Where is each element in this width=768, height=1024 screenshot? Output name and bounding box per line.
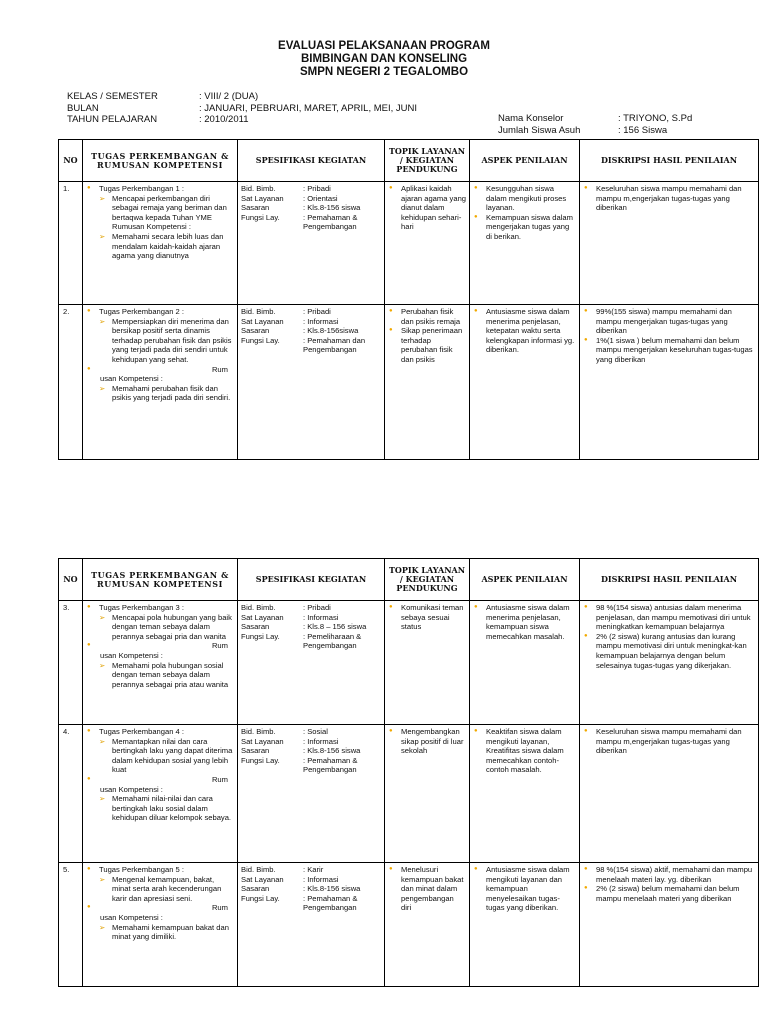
spec-label: Bid. Bimb.: [241, 307, 276, 316]
spec-label: Bid. Bimb.: [241, 603, 276, 612]
spec-label: Bid. Bimb.: [241, 727, 276, 736]
spec-label: Fungsi Lay.: [241, 755, 280, 765]
tugas-cell: [83, 601, 238, 725]
tugas-list: [86, 613, 234, 642]
col-header-spesifikasi: SPESIFIKASI KEGIATAN: [238, 140, 385, 182]
rumusan-label-part2: usan Kompetensi :: [100, 912, 163, 922]
tugas-item: ➢ Mencapai perkembangan diri sebagai remaja yang beriman dan bertaqwa kepada Tuhan YME Rumusan Kompetensi :: [99, 194, 234, 232]
spec-label: Sasaran: [241, 622, 270, 632]
kompetensi-list: [86, 384, 234, 403]
col-header-topik: TOPIK LAYANAN / KEGIATAN PENDUKUNG: [385, 140, 470, 182]
spec-label: Sat Layanan: [241, 193, 284, 203]
spec-value: : Pemahaman dan Pengembangan: [303, 335, 366, 355]
title-line-1: EVALUASI PELAKSANAAN PROGRAM: [278, 40, 490, 52]
kompetensi-list: [86, 923, 234, 942]
spec-value: : Kls.8-156 siswa: [303, 746, 361, 756]
col-header-aspek: ASPEK PENILAIAN: [470, 140, 580, 182]
konselor-value: : TRIYONO, S.Pd: [618, 113, 693, 124]
diskripsi-item: ● 99%(155 siswa) mampu memahami dan mampu mengerjakan tugas-tugas yang diberikan: [583, 307, 755, 336]
spec-value: : Pemeliharaan & Pengembangan: [303, 631, 362, 651]
aspek-list: [473, 865, 576, 913]
kelas-label: KELAS / SEMESTER: [67, 91, 158, 102]
aspek-cell: [470, 725, 580, 863]
bulan-label: BULAN: [67, 102, 99, 114]
table-row: [59, 863, 759, 987]
spec-label: Sasaran: [241, 203, 270, 213]
diskripsi-item: ● 2% (2 siswa) belum memahami dan belum mampu menelaah materi yang diberikan: [583, 884, 755, 903]
diskripsi-list: [583, 603, 755, 670]
aspek-item: ● Antusiasme siswa dalam menerima penjelasan, ketepatan waktu serta kelengkapan informasi yg. diberikan.: [473, 307, 576, 355]
tugas-heading: ● Tugas Perkembangan 3 :: [86, 603, 234, 613]
topik-item: ● Komunikasi teman sebaya sesuai status: [388, 603, 466, 632]
spec-value: : Pribadi: [303, 603, 331, 612]
bulan-value: : JANUARI, PEBRUARI, MARET, APRIL, MEI, JUNI: [199, 102, 418, 114]
spec-label: Fungsi Lay.: [241, 631, 280, 641]
col-header-topik: TOPIK LAYANAN / KEGIATAN PENDUKUNG: [385, 559, 470, 601]
aspek-cell: [470, 305, 580, 460]
topik-item: ● Sikap penerimaan terhadap perubahan fisik dan psikis: [388, 326, 466, 364]
spec-label: Bid. Bimb.: [241, 184, 276, 193]
spec-label: Sat Layanan: [241, 736, 284, 746]
topik-cell: [385, 863, 470, 987]
tugas-item: ➢ Memantapkan nilai dan cara bertingkah laku yang dapat diterima dalam kehidupan sosial yang lebih kuat: [99, 737, 234, 775]
spesifikasi-grid: [241, 307, 381, 355]
spec-value: : Karir: [303, 865, 324, 874]
diskripsi-item: ● Keseluruhan siswa mampu memahami dan mampu m,engerjakan tugas-tugas yang diberikan: [583, 184, 755, 213]
evaluation-table-1: [58, 139, 759, 460]
diskripsi-cell: [580, 863, 759, 987]
diskripsi-cell: [580, 182, 759, 305]
kompetensi-list: [86, 661, 234, 690]
spec-label: Sat Layanan: [241, 874, 284, 884]
spec-value: : Informasi: [303, 612, 339, 622]
topik-cell: [385, 601, 470, 725]
topik-cell: [385, 725, 470, 863]
topik-list: [388, 184, 466, 232]
topik-item: ● Menelusuri kemampuan bakat dan minat dalam pengembangan diri: [388, 865, 466, 913]
document-title: [0, 40, 768, 79]
rumusan-label-part1: ● Rum: [86, 903, 234, 913]
topik-item: ● Mengembangkan sikap positif di luar sekolah: [388, 727, 466, 756]
rumusan-label-part2: usan Kompetensi :: [100, 374, 163, 384]
kompetensi-item: ➢ Memahami pola hubungan sosial dengan teman sebaya dalam perannya sebagai pria atau wanita: [99, 661, 234, 690]
spec-label: Fungsi Lay.: [241, 893, 280, 903]
topik-cell: [385, 182, 470, 305]
table-row: [59, 182, 759, 305]
tugas-heading: ● Tugas Perkembangan 5 :: [86, 865, 234, 875]
spesifikasi-grid: [241, 865, 381, 913]
spesifikasi-grid: [241, 184, 381, 232]
topik-list: [388, 727, 466, 756]
tugas-list: [86, 194, 234, 261]
table-row: [59, 725, 759, 863]
topik-list: [388, 865, 466, 913]
tugas-heading: ● Tugas Perkembangan 2 :: [86, 307, 234, 317]
diskripsi-item: ● 1%(1 siswa ) belum memahami dan belum mampu mengerjakan keseluruhan tugas-tugas yang diberikan: [583, 336, 755, 365]
spec-label: Fungsi Lay.: [241, 212, 280, 222]
spec-value: : Informasi: [303, 874, 339, 884]
spesifikasi-cell: [238, 305, 385, 460]
aspek-list: [473, 603, 576, 641]
aspek-list: [473, 727, 576, 775]
kelas-value: : VIII/ 2 (DUA): [199, 91, 259, 102]
aspek-cell: [470, 601, 580, 725]
col-header-diskripsi: DISKRIPSI HASIL PENILAIAN: [580, 140, 759, 182]
tahun-label: TAHUN PELAJARAN: [67, 114, 158, 125]
topik-item: ● Perubahan fisik dan psikis remaja: [388, 307, 466, 326]
topik-list: [388, 603, 466, 632]
diskripsi-cell: [580, 305, 759, 460]
tugas-item: ➢ Mengenal kemampuan, bakat, minat serta arah kecenderungan karir dan apresiasi seni.: [99, 875, 234, 904]
col-header-no: NO: [59, 140, 83, 182]
konselor-label: Nama Konselor: [498, 113, 564, 124]
spec-value: : Kls.8-156 siswa: [303, 884, 361, 894]
title-line-2: BIMBINGAN DAN KONSELING: [300, 53, 468, 65]
kompetensi-item: ➢ Memahami kemampuan bakat dan minat yang dimiliki.: [99, 923, 234, 942]
spesifikasi-cell: [238, 182, 385, 305]
rumusan-label-part2: usan Kompetensi :: [100, 650, 163, 660]
spec-label: Bid. Bimb.: [241, 865, 276, 874]
tugas-cell: [83, 863, 238, 987]
tahun-value: : 2010/2011: [199, 114, 249, 125]
diskripsi-list: [583, 865, 755, 903]
row-number: 1.: [59, 182, 83, 305]
diskripsi-cell: [580, 601, 759, 725]
diskripsi-cell: [580, 725, 759, 863]
topik-cell: [385, 305, 470, 460]
kompetensi-list: [86, 794, 234, 823]
meta-left: [67, 91, 417, 126]
spec-label: Sasaran: [241, 746, 270, 756]
col-header-tugas: TUGAS PERKEMBANGAN & RUMUSAN KOMPETENSI: [83, 559, 238, 601]
spec-value: : Orientasi: [303, 193, 338, 203]
jumlah-value: : 156 Siswa: [618, 125, 668, 136]
diskripsi-item: ● 98 %(154 siswa) antusias dalam menerima penjelasan, dan mampu memotivasi diri untuk meningkatkan kemampuan belajarnya: [583, 603, 755, 632]
aspek-cell: [470, 182, 580, 305]
row-number: 2.: [59, 305, 83, 460]
spec-value: : Informasi: [303, 316, 339, 326]
spec-value: : Pemahaman & Pengembangan: [303, 212, 358, 232]
spec-value: : Sosial: [303, 727, 328, 736]
topik-item: ● Aplikasi kaidah ajaran agama yang dianut dalam kehidupan sehari-hari: [388, 184, 466, 232]
row-number: 5.: [59, 863, 83, 987]
rumusan-label-part1: ● Rum: [86, 641, 234, 651]
spec-value: : Kls.8 – 156 siswa: [303, 622, 367, 632]
tugas-cell: [83, 725, 238, 863]
spec-value: : Pribadi: [303, 307, 331, 316]
table-row: [59, 305, 759, 460]
diskripsi-list: [583, 307, 755, 365]
tugas-heading: ● Tugas Perkembangan 4 :: [86, 727, 234, 737]
tugas-item: ➢ Memahami secara lebih luas dan mendalam kaidah-kaidah ajaran agama yang dianutnya: [99, 232, 234, 261]
aspek-item: ● Keaktifan siswa dalam mengikuti layanan, Kreatifitas siswa dalam memecahkan contoh-contoh masalah.: [473, 727, 576, 775]
jumlah-label: Jumlah Siswa Asuh: [498, 125, 581, 136]
tugas-item: ➢ Mencapai pola hubungan yang baik dengan teman sebaya dalam perannya sebagai pria dan wanita: [99, 613, 234, 642]
aspek-cell: [470, 863, 580, 987]
col-header-no: NO: [59, 559, 83, 601]
spec-label: Sat Layanan: [241, 612, 284, 622]
diskripsi-item: ● 98 %(154 siswa) aktif, memahami dan mampu menelaah materi lay. yg. diberikan: [583, 865, 755, 884]
col-header-aspek: ASPEK PENILAIAN: [470, 559, 580, 601]
spesifikasi-cell: [238, 725, 385, 863]
diskripsi-list: [583, 727, 755, 756]
tugas-list: [86, 875, 234, 904]
aspek-list: [473, 307, 576, 355]
aspek-item: ● Kesungguhan siswa dalam mengikuti proses layanan.: [473, 184, 576, 213]
kompetensi-item: ➢ Memahami nilai-nilai dan cara bertingkah laku sosial dalam kehidupan diluar kelompok sebaya.: [99, 794, 234, 823]
tugas-heading: ● Tugas Perkembangan 1 :: [86, 184, 234, 194]
spec-value: : Kls.8-156 siswa: [303, 203, 361, 213]
spec-value: : Pemahaman & Pengembangan: [303, 893, 358, 913]
tugas-cell: [83, 305, 238, 460]
col-header-diskripsi: DISKRIPSI HASIL PENILAIAN: [580, 559, 759, 601]
row-number: 4.: [59, 725, 83, 863]
col-header-spesifikasi: SPESIFIKASI KEGIATAN: [238, 559, 385, 601]
rumusan-label-part1: ● Rum: [86, 775, 234, 785]
spec-label: Sat Layanan: [241, 316, 284, 326]
aspek-item: ● Antusiasme siswa dalam menerima penjelasan, kemampuan siswa memecahkan masalah.: [473, 603, 576, 641]
col-header-tugas: TUGAS PERKEMBANGAN & RUMUSAN KOMPETENSI: [83, 140, 238, 182]
kompetensi-item: ➢ Memahami perubahan fisik dan psikis yang terjadi pada diri sendiri.: [99, 384, 234, 403]
tugas-list: [86, 737, 234, 775]
aspek-item: ● Kemampuan siswa dalam mengerjakan tugas yang di berikan.: [473, 213, 576, 242]
spesifikasi-cell: [238, 863, 385, 987]
title-line-3: SMPN NEGERI 2 TEGALOMBO: [299, 66, 469, 78]
diskripsi-item: ● Keseluruhan siswa mampu memahami dan mampu m,engerjakan tugas-tugas yang diberikan: [583, 727, 755, 756]
tugas-list: [86, 317, 234, 365]
spec-value: : Pribadi: [303, 184, 331, 193]
spesifikasi-cell: [238, 601, 385, 725]
spec-label: Fungsi Lay.: [241, 335, 280, 345]
evaluation-table-2: [58, 558, 759, 987]
spec-label: Sasaran: [241, 884, 270, 894]
table-row: [59, 601, 759, 725]
rumusan-label-part2: usan Kompetensi :: [100, 784, 163, 794]
spec-value: : Pemahaman & Pengembangan: [303, 755, 358, 775]
diskripsi-item: ● 2% (2 siswa) kurang antusias dan kurang mampu memotivasi diri untuk meningkat-kan kemampuan belajarnya dengan belum selesainya tugas-tugas yang dikerjakan.: [583, 632, 755, 670]
spesifikasi-grid: [241, 603, 381, 651]
tugas-cell: [83, 182, 238, 305]
topik-list: [388, 307, 466, 365]
tugas-item: ➢ Mempersiapkan diri menerima dan bersikap positif serta dinamis terhadap perubahan fisik dan psikis yang terjadi pada diri sendiri untuk kehidupan yang sehat.: [99, 317, 234, 365]
spesifikasi-grid: [241, 727, 381, 775]
spec-label: Sasaran: [241, 326, 270, 336]
row-number: 3.: [59, 601, 83, 725]
spec-value: : Kls.8-156siswa: [303, 326, 359, 336]
aspek-list: [473, 184, 576, 242]
meta-right: [498, 113, 692, 137]
diskripsi-list: [583, 184, 755, 213]
rumusan-label-part1: ● Rum: [86, 365, 234, 375]
aspek-item: ● Antusiasme siswa dalam mengikuti layanan dan kemampuan menyelesaikan tugas-tugas yang diberikan.: [473, 865, 576, 913]
spec-value: : Informasi: [303, 736, 339, 746]
